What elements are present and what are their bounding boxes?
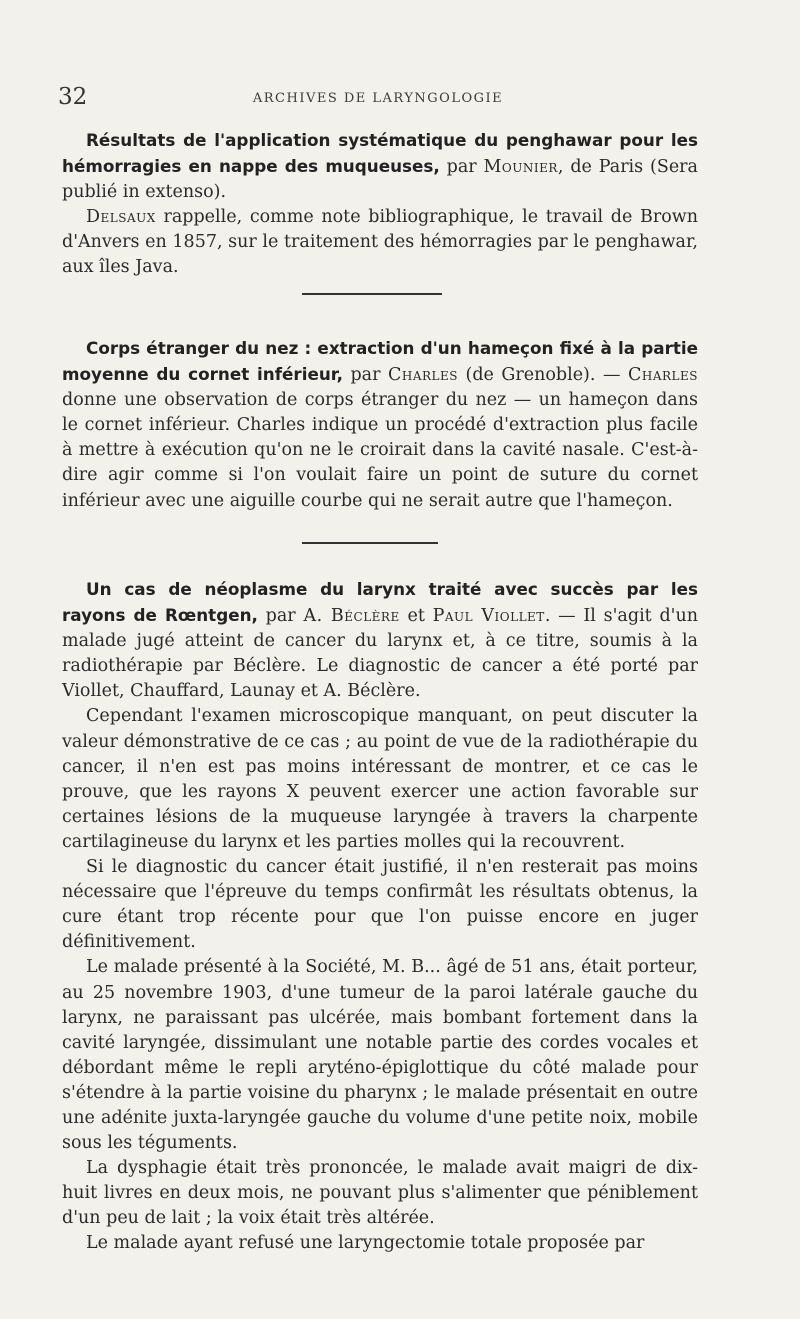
section-divider — [302, 293, 442, 295]
section-penghawar-para-1: Résultats de l'application systématique du penghawar pour les hémorragies en nappe des muqueuses, par Mounier, de Paris (Sera publié in extenso). — [62, 130, 698, 203]
author-name: Delsaux — [86, 207, 156, 228]
author-name: Charles — [627, 365, 698, 386]
section-neoplasme-para-1: Un cas de néoplasme du larynx traité avec succès par les rayons de Rœntgen, par A. Béclère et Paul Viollet. — Il s'agit d'un malade jugé atteint de cancer du larynx et, à ce titre, soumis à la radiothérapie par Béclère. Le diagnostic de cancer a été porté par Viollet, Chauffard, Launay et A. Béclère. — [62, 579, 698, 702]
section-title: Résultats de l'application systématique du penghawar pour les hémorragies en nappe des muqueuses, — [62, 130, 698, 177]
section-neoplasme-para-5: La dysphagie était très prononcée, le malade avait maigri de dix-huit livres en deux mois, ne pouvant plus s'alimenter que péniblement d'un peu de lait ; la voix était très altérée. — [62, 1158, 698, 1229]
section-neoplasme-para-6: Le malade ayant refusé une laryngectomie totale proposée par — [86, 1233, 645, 1254]
section-neoplasme-para-4: Le malade présenté à la Société, M. B... âgé de 51 ans, était porteur, au 25 novembre 1903, d'une tumeur de la paroi latérale gauche du larynx, ne paraissant pas ulcérée, mais bombant fortement dans la cavité laryngée, dissimulant une notable partie des cordes vocales et débordant même le repli aryténo-épiglottique du côté malade pour s'étendre à la partie voisine du pharynx ; le malade présentait en outre une adénite juxta-laryngée gauche du volume d'une petite noix, mobile sous les téguments. — [62, 957, 698, 1154]
running-head: ARCHIVES DE LARYNGOLOGIE — [252, 91, 504, 106]
section-penghawar — [62, 128, 698, 281]
section-neoplasme-para-3: Si le diagnostic du cancer était justifié, il n'en resterait pas moins nécessaire que l'épreuve du temps confirmât les résultats obtenus, la cure étant trop récente pour que l'on puisse encore en juger définitivement. — [62, 857, 698, 953]
author-name: Paul Viollet — [432, 606, 545, 627]
section-neoplasme-para-2: Cependant l'examen microscopique manquant, on peut discuter la valeur démonstrative de ce cas ; au point de vue de la radiothérapie du cancer, il n'en est pas moins intéressant de montrer, et ce cas le prouve, que les rayons X peuvent exercer une action favorable sur certaines lésions de la muqueuse laryngée à travers la charpente cartilagineuse du larynx et les parties molles qui la recouvrent. — [62, 706, 698, 852]
section-neoplasme — [62, 577, 698, 1257]
section-title: Un cas de néoplasme du larynx traité avec succès par les rayons de Rœntgen, — [62, 579, 698, 626]
section-corps-etranger-para: Corps étranger du nez : extraction d'un hameçon fixé à la partie moyenne du cornet inférieur, par Charles (de Grenoble). — Charles donne une observation de corps étranger du nez — un hameçon dans le cornet inférieur. Charles indique un procédé d'extraction plus facile à mettre à exécution qu'on ne le croirait dans la cavité nasale. C'est-à-dire agir comme si l'on voulait faire un point de suture du cornet inférieur avec une aiguille courbe qui ne serait autre que l'hameçon. — [62, 338, 698, 511]
section-corps-etranger — [62, 336, 698, 514]
page-number: 32 — [58, 84, 88, 110]
section-title: Corps étranger du nez : extraction d'un hameçon fixé à la partie moyenne du cornet inférieur, — [62, 338, 698, 385]
page-header — [58, 84, 698, 114]
author-name: A. Béclère — [303, 606, 400, 627]
section-divider — [302, 542, 438, 544]
section-penghawar-para-2: Delsaux rappelle, comme note bibliographique, le travail de Brown d'Anvers en 1857, sur le traitement des hémorragies par le penghawar, aux îles Java. — [62, 207, 698, 278]
author-name: Charles — [387, 365, 458, 386]
author-name: Mounier — [483, 157, 558, 178]
